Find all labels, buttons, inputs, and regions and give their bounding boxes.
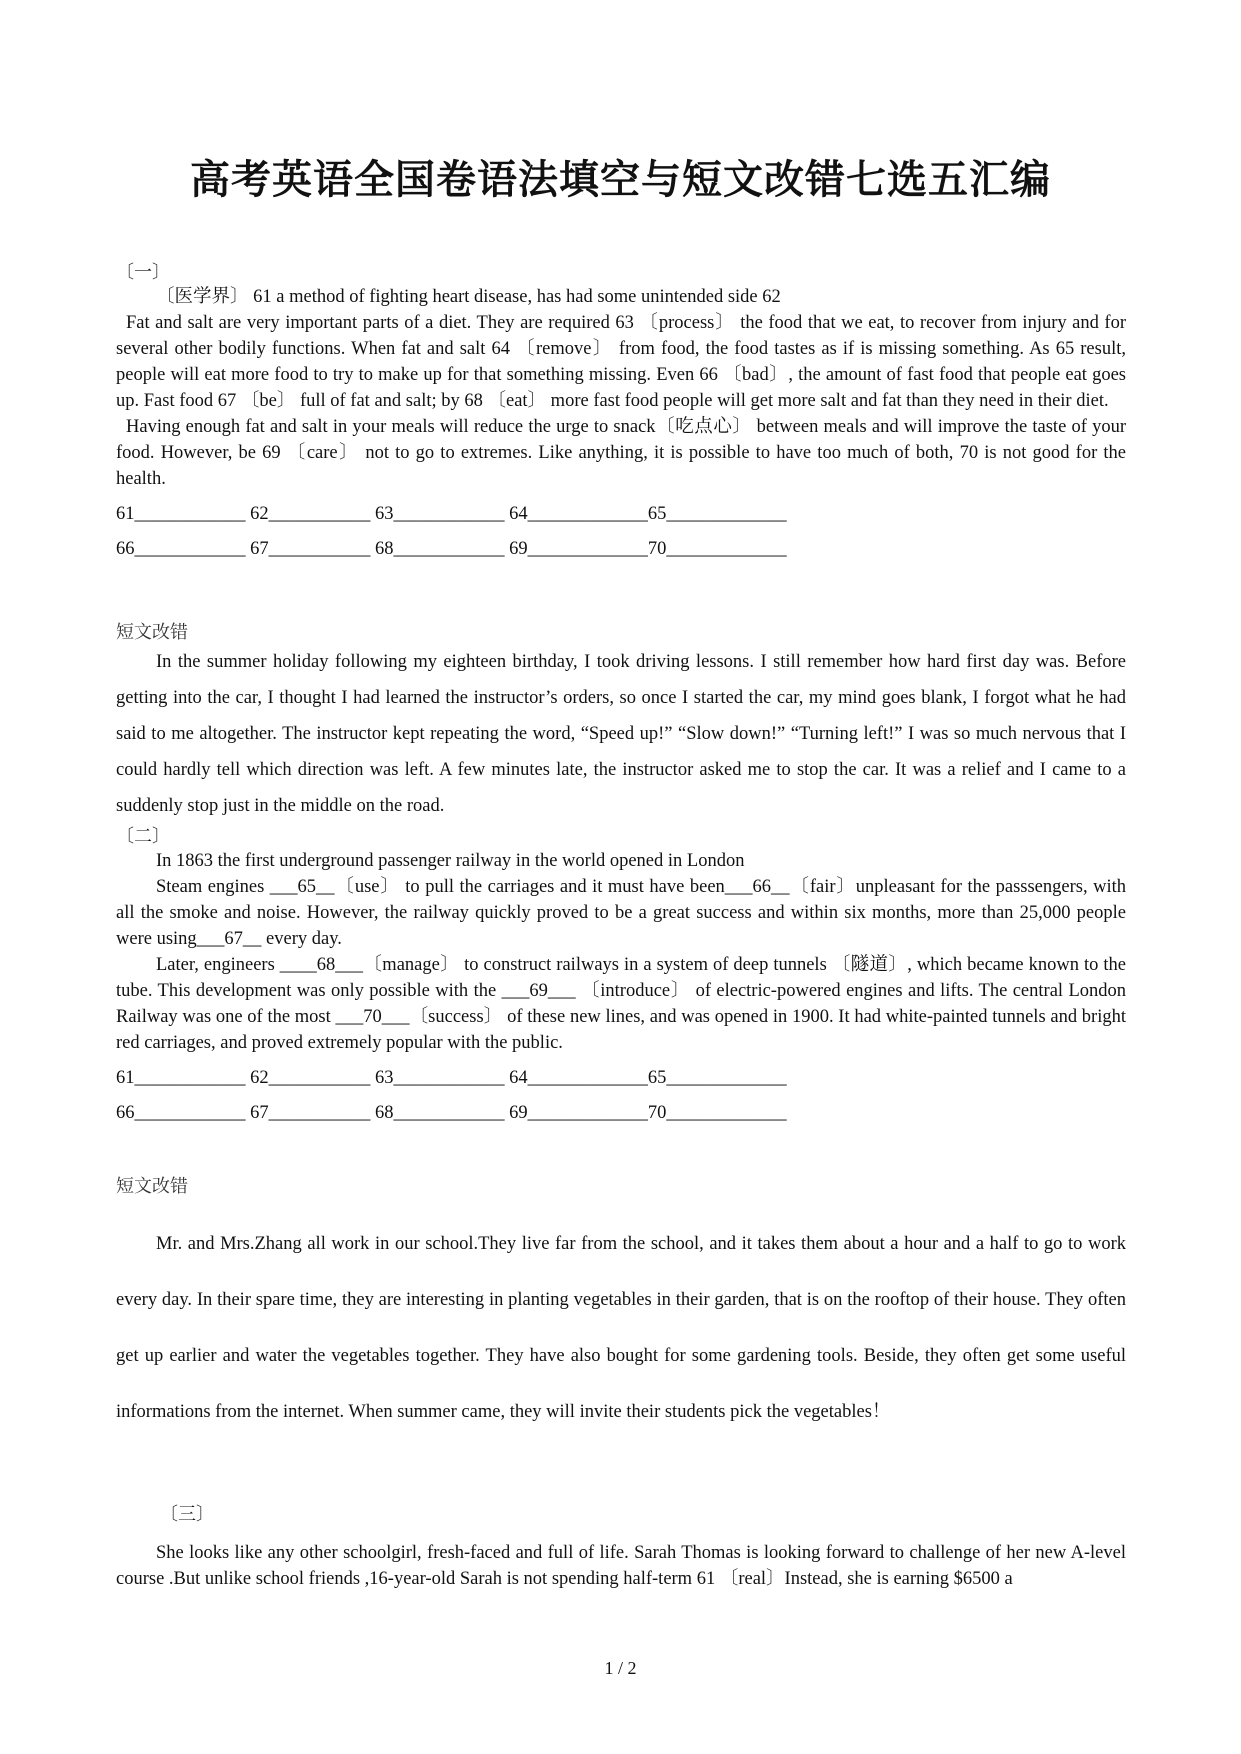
section-1-heading: 〔一〕 <box>116 262 170 282</box>
correction-2-heading: 短文改错 <box>116 1176 188 1196</box>
correction-2 <box>116 1172 1126 1440</box>
section-1-line-1: 〔医学界〕 61 a method of fighting heart disease, has had some unintended side 62 <box>156 287 781 307</box>
section-2-paragraph-2: Later, engineers ____68___〔manage〕 to construct railways in a system of deep tunnels 〔隧道〕, which became known to the tube. This development was only possible with the ___69___ 〔introduce〕 of electric-powered engines and lifts. The central London Railway was one of the most ___70___〔success〕 of these new lines, and was opened in 1900. It had white-painted tunnels and bright red carriages, and proved extremely popular with the public. <box>116 955 1126 1053</box>
correction-1 <box>116 618 1126 824</box>
correction-1-heading: 短文改错 <box>116 622 188 642</box>
document-title: 高考英语全国卷语法填空与短文改错七选五汇编 <box>190 156 1051 203</box>
section-3-heading: 〔三〕 <box>160 1504 214 1524</box>
section-2-answers-row-2: 66____________ 67___________ 68____________ 69_____________70_____________ <box>116 1103 787 1123</box>
correction-1-text: In the summer holiday following my eighteen birthday, I took driving lessons. I still remember how hard first day was. Before getting into the car, I thought I had learned the instructor’s orders, so once I started the car, my mind goes blank, I forgot what he had said to me altogether. The instructor kept repeating the word, “Speed up!” “Slow down!” “Turning left!” I was so much nervous that I could hardly tell which direction was left. A few minutes late, the instructor asked me to stop the car. It was a relief and I came to a suddenly stop just in the middle on the road. <box>116 652 1126 816</box>
section-1-answers-row-1: 61____________ 62___________ 63____________ 64_____________65_____________ <box>116 504 787 524</box>
section-3-text: She looks like any other schoolgirl, fresh-faced and full of life. Sarah Thomas is looking forward to challenge of her new A-level course .But unlike school friends ,16-year-old Sarah is not spending half-term 61 〔real〕Instead, she is earning $6500 a <box>116 1543 1126 1589</box>
section-2-line-1: In 1863 the first underground passenger railway in the world opened in London <box>156 851 745 871</box>
correction-2-text: Mr. and Mrs.Zhang all work in our school.They live far from the school, and it takes them about a hour and a half to go to work every day. In their spare time, they are interesting in planting vegetables in their garden, that is on the rooftop of their house. They often get up earlier and water the vegetables together. They have also bought for some gardening tools. Beside, they often get some useful informations from the internet. When summer came, they will invite their students pick the vegetables！ <box>116 1234 1126 1422</box>
section-2-answers-row-1: 61____________ 62___________ 63____________ 64_____________65_____________ <box>116 1068 787 1088</box>
section-2-heading: 〔二〕 <box>116 826 170 846</box>
section-1 <box>116 258 1126 562</box>
section-1-paragraph-1: Fat and salt are very important parts of a diet. They are required 63 〔process〕 the food that we eat, to recover from injury and for several other bodily functions. When fat and salt 64 〔remove〕 from food, the food tastes as if is missing something. As 65 result, people will eat more food to try to make up for that something missing. Even 66 〔bad〕, the amount of fast food that people eat goes up. Fast food 67 〔be〕 full of fat and salt; by 68 〔eat〕 more fast food people will get more salt and fat than they need in their diet. <box>116 313 1126 411</box>
section-1-paragraph-2: Having enough fat and salt in your meals will reduce the urge to snack〔吃点心〕 between meals and will improve the taste of your food. However, be 69 〔care〕 not to go to extremes. Like anything, it is possible to have too much of both, 70 is not good for the health. <box>116 417 1126 489</box>
section-3 <box>116 1500 1126 1592</box>
section-1-answers-row-2: 66____________ 67___________ 68____________ 69_____________70_____________ <box>116 539 787 559</box>
page-number: 1 / 2 <box>604 1658 637 1678</box>
section-2-paragraph-1: Steam engines ___65__〔use〕 to pull the carriages and it must have been___66__〔fair〕unpleasant for the passsengers, with all the smoke and noise. However, the railway quickly proved to be a great success and within six months, more than 25,000 people were using___67__ every day. <box>116 877 1126 949</box>
section-2 <box>116 822 1126 1126</box>
